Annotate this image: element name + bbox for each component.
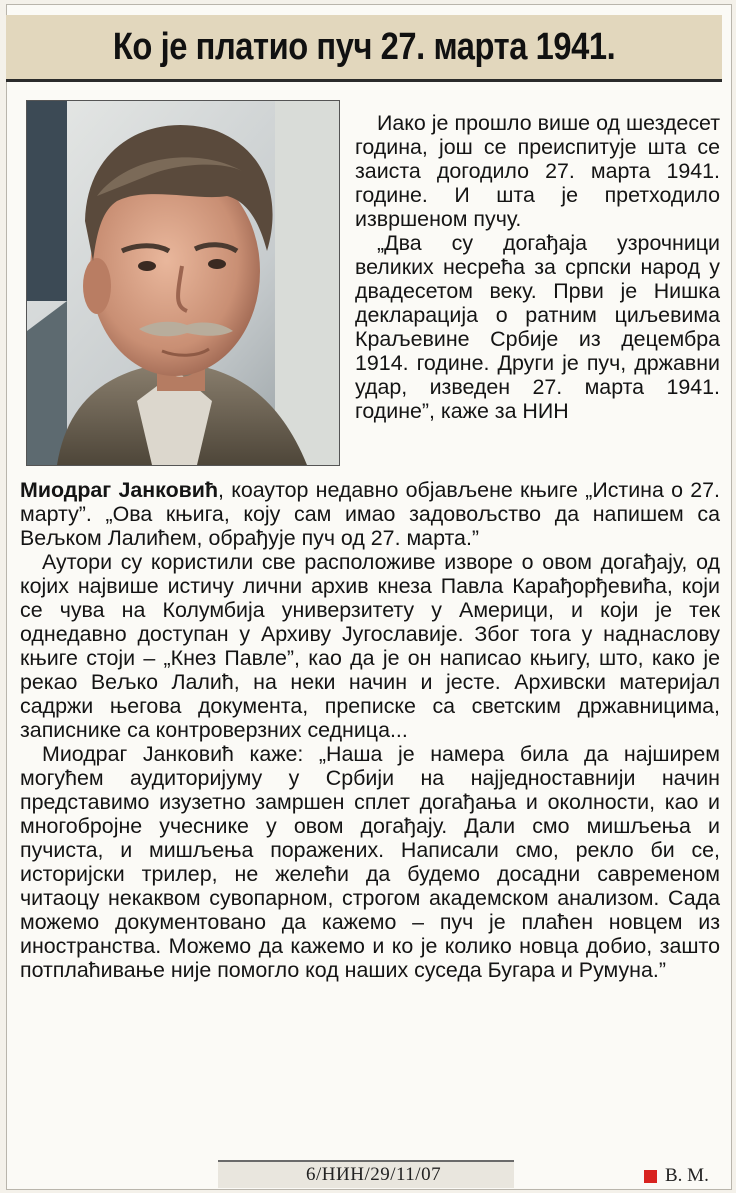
portrait-image xyxy=(27,101,339,465)
body-paragraph-2: Миодраг Јанковић каже: „Наша је намера била да најширем могућем аудиторијуму у Србији на најједноставнији начин представимо изузетно замршен сплет догађања и околности, као и многобројне учеснике у овом догађају. Дали смо мишљења и пучиста, и мишљења поражених. Написали смо, рекло би се, историјски трилер, не желећи да будемо досадни савременом читаоцу некаквом сувопарном, строгом академском анализом. Сада можемо документовано да кажемо – пуч је плаћен новцем из иностранства. Можемо да кажемо и ко је колико новца добио, зашто потплаћивање није помогло код наших суседа Бугара и Румуна.” xyxy=(20,742,720,982)
headline-band xyxy=(6,15,722,82)
author-initials: В. М. xyxy=(665,1165,709,1186)
lead-column xyxy=(355,111,720,423)
continuation-text: , коаутор недавно објављене књиге „Истина о 27. марту”. „Ова књига, коју сам имао задовољство да напишем са Вељком Лалићем, обрађује пуч од 27. марта.” xyxy=(20,478,720,550)
author-signature xyxy=(644,1162,709,1190)
person-name: Миодраг Јанковић xyxy=(20,478,219,502)
lead-paragraph-1: Иако је прошло више од шездесет година, још се преиспитује шта се заиста догодило 27. марта 1941. године. И шта је претходило извршеном пучу. xyxy=(355,111,720,231)
issue-line: 6/НИН/29/11/07 xyxy=(306,1164,442,1185)
body-column xyxy=(20,478,720,982)
lead-paragraph-2: „Два су догађаја узрочници великих несрећа за српски народ у двадесетом веку. Први је Нишка декларација о ратним циљевима Краљевине Србије из децембра 1914. године. Други је пуч, државни удар, изведен 27. марта 1941. године”, каже за НИН xyxy=(355,231,720,423)
author-photo xyxy=(26,100,340,466)
red-square-icon xyxy=(644,1170,657,1183)
body-paragraph-1: Аутори су користили све расположиве изворе о овом догађају, од којих највише истичу лични архив кнеза Павла Карађорђевића, који се чува на Колумбија универзитету у Америци, и који је тек однедавно доступан у Архиву Југославије. Због тога у наднаслову књиге стоји – „Кнез Павле”, као да је он написао књигу, што, како је рекао Вељко Лалић, на неки начин и јесте. Архивски материјал садржи његова документа, преписке са светским државницима, записнике са контроверзних седница... xyxy=(20,550,720,742)
headline: Ко је платио пуч 27. марта 1941. xyxy=(112,25,616,68)
continuation-paragraph xyxy=(20,478,720,550)
